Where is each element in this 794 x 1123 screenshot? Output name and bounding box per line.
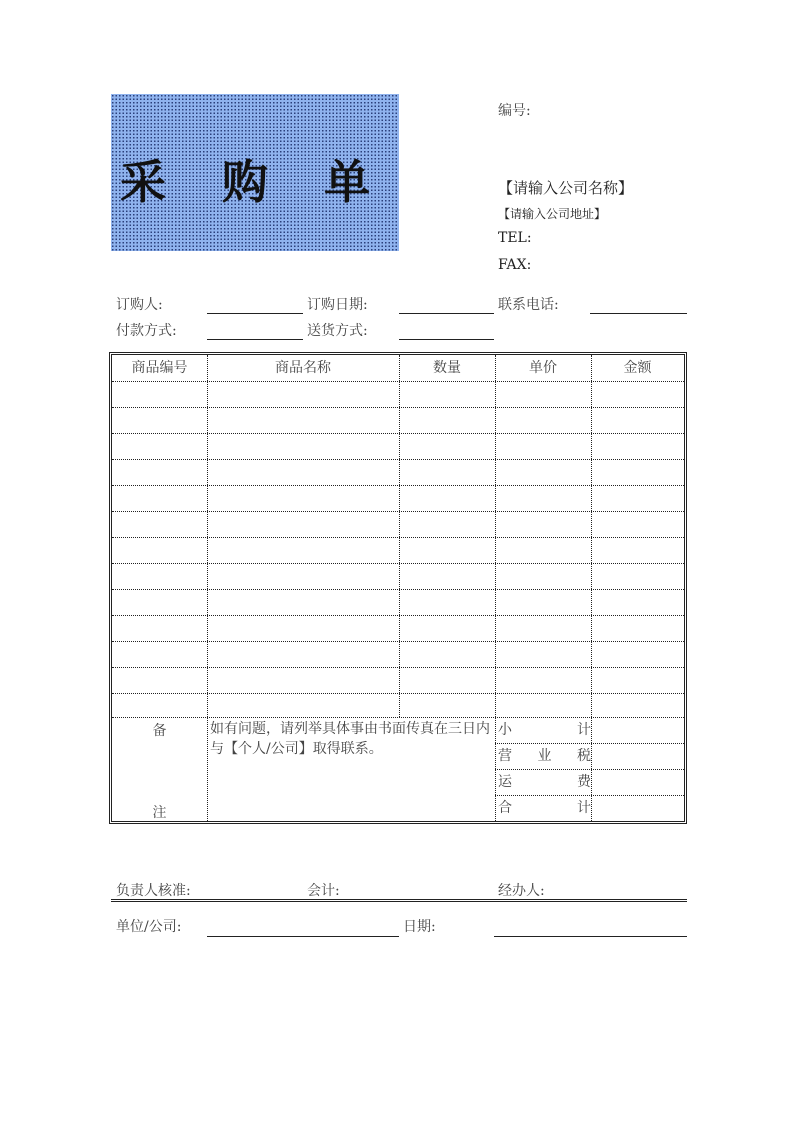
- buyer-label: 订购人:: [116, 297, 163, 313]
- serial-number-label: 编号:: [498, 103, 531, 119]
- payment-label: 付款方式:: [116, 323, 177, 339]
- remarks-text: 如有问题，请列举具体事由书面传真在三日内与【个人/公司】取得联系。: [210, 721, 490, 757]
- col-header-quantity: 数量: [433, 360, 461, 376]
- row-divider: [112, 407, 684, 408]
- business-tax-label: 营 业 税: [498, 748, 591, 764]
- col-divider: [207, 355, 208, 821]
- phone-label: 联系电话:: [498, 297, 559, 313]
- company-address: 【请输入公司地址】: [498, 207, 607, 221]
- shipping-label: 运 费: [498, 774, 591, 790]
- row-divider: [112, 485, 684, 486]
- company-name: 【请输入公司名称】: [498, 179, 634, 197]
- order-table: [109, 352, 687, 824]
- row-divider: [112, 615, 684, 616]
- row-divider: [112, 511, 684, 512]
- row-divider: [112, 433, 684, 434]
- row-divider: [112, 667, 684, 668]
- row-divider: [112, 459, 684, 460]
- row-divider: [112, 641, 684, 642]
- title-banner: [111, 94, 399, 251]
- delivery-label: 送货方式:: [307, 323, 368, 339]
- company-field[interactable]: [207, 936, 399, 937]
- accountant-label: 会计:: [307, 883, 340, 899]
- subtotal-label: 小 计: [498, 722, 591, 738]
- delivery-field[interactable]: [399, 339, 494, 340]
- tel-label: TEL:: [498, 230, 532, 246]
- remarks-label-bottom: 注: [152, 805, 167, 821]
- col-header-unit-price: 单价: [529, 360, 557, 376]
- col-divider: [399, 355, 400, 717]
- col-header-amount: 金额: [623, 360, 652, 376]
- phone-field[interactable]: [590, 313, 687, 314]
- col-header-item-name: 商品名称: [275, 360, 331, 376]
- approver-label: 负责人核准:: [116, 883, 191, 899]
- row-divider: [112, 381, 684, 382]
- handler-label: 经办人:: [498, 883, 545, 899]
- row-divider: [112, 537, 684, 538]
- order-date-label: 订购日期:: [307, 297, 368, 313]
- total-label: 合 计: [498, 800, 591, 816]
- date-label: 日期:: [403, 919, 436, 935]
- date-field[interactable]: [494, 936, 687, 937]
- signature-divider: [111, 899, 687, 902]
- row-divider: [112, 563, 684, 564]
- fax-label: FAX:: [498, 257, 532, 273]
- company-label: 单位/公司:: [116, 919, 182, 935]
- row-divider: [112, 717, 684, 718]
- row-divider: [112, 589, 684, 590]
- row-divider: [112, 693, 684, 694]
- remarks-label-top: 备: [152, 723, 167, 739]
- payment-field[interactable]: [207, 339, 303, 340]
- buyer-field[interactable]: [207, 313, 303, 314]
- col-divider: [591, 355, 592, 821]
- order-date-field[interactable]: [399, 313, 494, 314]
- col-header-item-no: 商品编号: [131, 360, 188, 376]
- page-title: 采 购 单: [119, 155, 391, 209]
